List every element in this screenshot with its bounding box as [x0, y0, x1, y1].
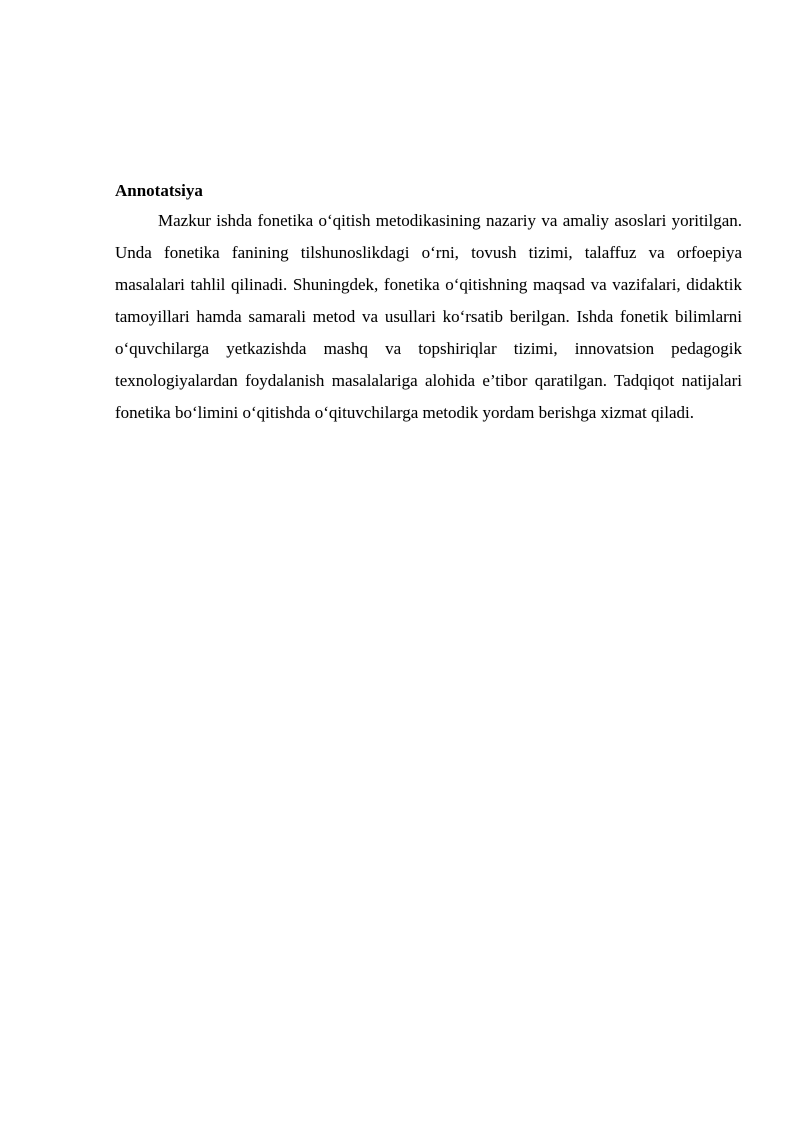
- annotation-paragraph: Mazkur ishda fonetika o‘qitish metodikasining nazariy va amaliy asoslari yoritilgan. Unda fonetika fanining tilshunoslikdagi o‘rni, tovush tizimi, talaffuz va orfoepiya masalalari tahlil qilinadi. Shuningdek, fonetika o‘qitishning maqsad va vazifalari, didaktik tamoyillari hamda samarali metod va usullari ko‘rsatib berilgan. Ishda fonetik bilimlarni o‘quvchilarga yetkazishda mashq va topshiriqlar tizimi, innovatsion pedagogik texnologiyalardan foydalanish masalalariga alohida e’tibor qaratilgan. Tadqiqot natijalari fonetika bo‘limini o‘qitishda o‘qituvchilarga metodik yordam berishga xizmat qiladi.: [115, 211, 742, 422]
- annotation-heading: Annotatsiya: [115, 181, 203, 200]
- page-content: [115, 176, 742, 429]
